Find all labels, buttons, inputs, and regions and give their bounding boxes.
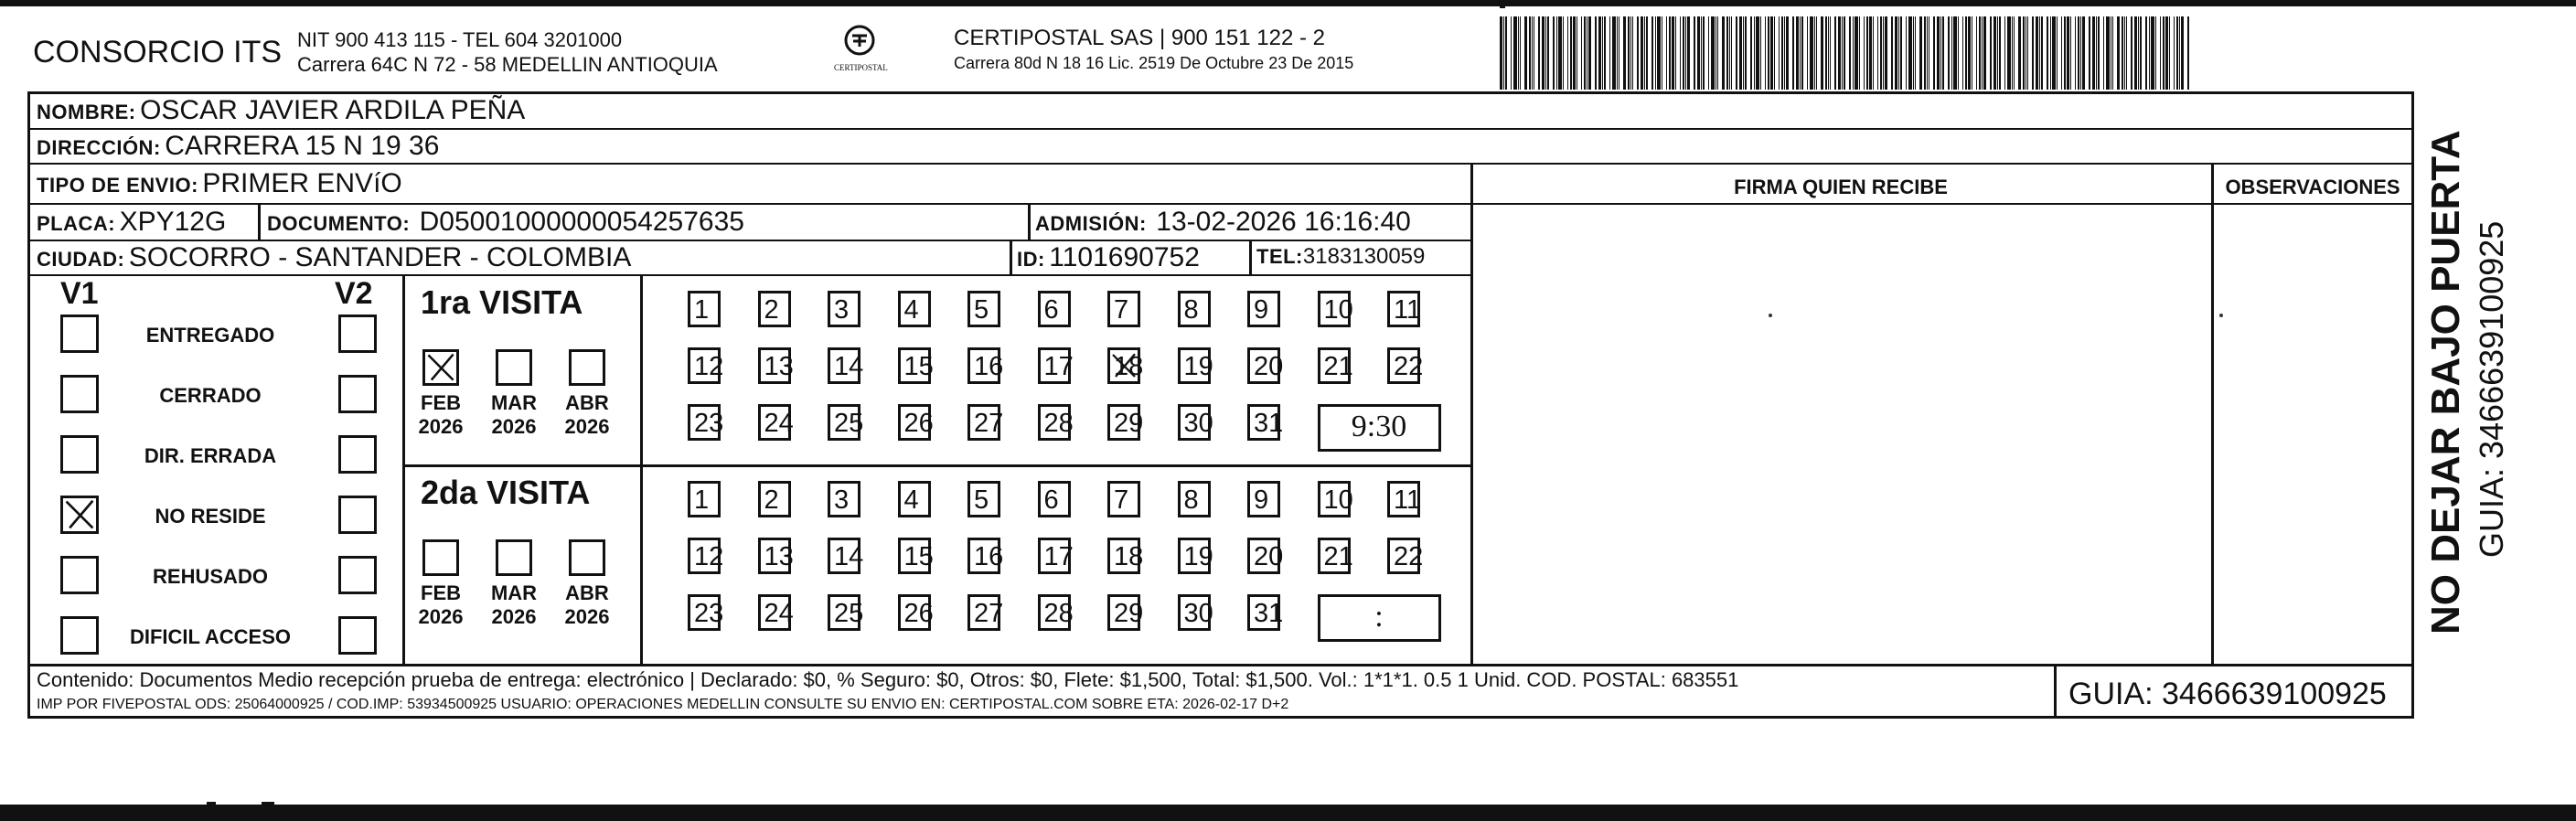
placa-field [37, 207, 226, 238]
row-line [27, 128, 2414, 130]
direccion-value: CARRERA 15 N 19 36 [165, 131, 440, 161]
visit1-day-box[interactable]: 25 [828, 404, 860, 441]
check-x-icon [1110, 350, 1138, 381]
visit2-day-box[interactable]: 22 [1387, 538, 1420, 574]
ciudad-field [37, 242, 631, 273]
status-label: REHUSADO [153, 565, 268, 588]
courier-info [954, 26, 1353, 73]
signature-area[interactable] [1470, 205, 2211, 664]
stray-mark [207, 802, 216, 805]
v2-checkbox[interactable] [338, 315, 377, 353]
visit1-day-box[interactable]: 17 [1038, 347, 1071, 384]
col-line [640, 274, 643, 664]
id-value: 1101690752 [1049, 242, 1200, 272]
v1-checkbox[interactable] [60, 556, 99, 594]
col-line [2054, 664, 2057, 719]
observaciones-header: OBSERVACIONES [2225, 176, 2400, 198]
nombre-row [37, 95, 525, 126]
visit1-title: 1ra VISITA [421, 283, 583, 321]
visit1-day-box[interactable]: 9 [1247, 291, 1280, 327]
visit1-day-box[interactable]: 20 [1247, 347, 1280, 384]
col-line [1028, 203, 1031, 240]
visit2-day-box[interactable]: 30 [1178, 594, 1211, 631]
dot-mark [2219, 314, 2223, 317]
visit1-day-box[interactable]: 21 [1318, 347, 1351, 384]
visit2-day-box[interactable]: 24 [758, 594, 791, 631]
ciudad-label: CIUDAD: [37, 248, 125, 271]
visit2-day-box[interactable]: 12 [688, 538, 721, 574]
visit2-day-box[interactable]: 10 [1318, 481, 1351, 517]
visit2-day-box[interactable]: 20 [1247, 538, 1280, 574]
visit2-day-box[interactable]: 17 [1038, 538, 1071, 574]
placa-label: PLACA: [37, 212, 116, 235]
status-label: ENTREGADO [145, 324, 275, 347]
col-line [402, 274, 405, 664]
v1-checkbox[interactable] [60, 496, 99, 534]
v2-checkbox[interactable] [338, 496, 377, 534]
footer-imp: IMP POR FIVEPOSTAL ODS: 25064000925 / COD.IMP: 53934500925 USUARIO: OPERACIONES MEDELLIN CONSULTE SU ENVIO EN: CERTIPOSTAL.COM SOBRE ETA: 2026-02-17 D+2 [37, 697, 1289, 712]
visit1-month-label: MAR 2026 [490, 391, 538, 438]
visit2-month-label: FEB 2026 [418, 581, 464, 628]
firma-header: FIRMA QUIEN RECIBE [1734, 176, 1948, 198]
visit1-month-label: ABR 2026 [564, 391, 610, 438]
visit1-day-box[interactable]: 10 [1318, 291, 1351, 327]
col-line [1010, 240, 1012, 274]
visit2-day-box[interactable]: 25 [828, 594, 860, 631]
tel-value: 3183130059 [1302, 244, 1426, 269]
id-field [1017, 242, 1200, 273]
visit1-month-label: FEB 2026 [418, 391, 464, 438]
visit1-day-box[interactable]: 24 [758, 404, 791, 441]
col-line [1249, 240, 1252, 274]
visit2-day-box[interactable]: 31 [1247, 594, 1280, 631]
direccion-label: DIRECCIÓN: [37, 136, 161, 159]
visit2-day-box[interactable]: 6 [1038, 481, 1071, 517]
courier-address: Carrera 80d N 18 16 Lic. 2519 De Octubre 23 De 2015 [954, 54, 1354, 72]
row-line [27, 163, 2414, 165]
status-label: DIR. ERRADA [144, 444, 277, 467]
visit2-day-box[interactable]: 5 [967, 481, 1000, 517]
visit2-day-box[interactable]: 18 [1107, 538, 1140, 574]
visit2-day-box[interactable]: 23 [688, 594, 721, 631]
visit1-day-box[interactable]: 27 [967, 404, 1000, 441]
visit1-day-box[interactable]: 28 [1038, 404, 1071, 441]
border-top [27, 91, 2414, 94]
visit1-day-box[interactable]: 14 [828, 347, 860, 384]
row-line [27, 240, 1472, 241]
visit1-day-box[interactable]: 6 [1038, 291, 1071, 327]
visit2-month-checkbox[interactable] [422, 539, 459, 576]
side-warning: NO DEJAR BAJO PUERTA [2423, 130, 2468, 634]
visit2-day-box[interactable]: 14 [828, 538, 860, 574]
visit1-day-box[interactable]: 5 [967, 291, 1000, 327]
visit1-day-box[interactable]: 31 [1247, 404, 1280, 441]
status-label: DIFICIL ACCESO [129, 625, 291, 648]
visit1-day-box[interactable]: 13 [758, 347, 791, 384]
visit2-day-box[interactable]: 26 [898, 594, 931, 631]
visit2-day-box[interactable]: 2 [758, 481, 791, 517]
tipo-envio-row [37, 168, 402, 199]
company-name: CONSORCIO ITS [33, 35, 283, 69]
visit1-day-box[interactable]: 26 [898, 404, 931, 441]
placa-value: XPY12G [119, 207, 227, 237]
border-right [2411, 91, 2414, 719]
documento-value: D05001000000054257635 [419, 207, 744, 237]
visit2-day-box[interactable]: 29 [1107, 594, 1140, 631]
visit2-day-box[interactable]: 3 [828, 481, 860, 517]
top-edge [0, 0, 2576, 6]
visit1-day-box[interactable]: 19 [1178, 347, 1211, 384]
visit2-day-box[interactable]: 8 [1178, 481, 1211, 517]
v2-label: V2 [335, 276, 373, 311]
company-nit-tel: NIT 900 413 115 - TEL 604 3201000 [297, 28, 623, 51]
side-guia: GUIA: 3466639100925 [2473, 220, 2510, 558]
visit1-day-box[interactable]: 18 [1107, 347, 1140, 384]
visit1-day-box[interactable]: 3 [828, 291, 860, 327]
dot-mark [1769, 314, 1772, 317]
visit2-title: 2da VISITA [421, 474, 591, 511]
visit1-day-box[interactable]: 15 [898, 347, 931, 384]
certipostal-logo [834, 24, 888, 75]
visit2-day-box[interactable]: 21 [1318, 538, 1351, 574]
documento-field [267, 207, 744, 238]
visit1-day-box[interactable]: 1 [688, 291, 721, 327]
tipo-envio-label: TIPO DE ENVIO: [37, 174, 198, 197]
visit2-day-box[interactable]: 4 [898, 481, 931, 517]
footer-guia: GUIA: 3466639100925 [2068, 677, 2387, 711]
observations-area[interactable] [2214, 205, 2411, 664]
col-line [258, 203, 261, 240]
visit1-month-checkbox[interactable] [569, 349, 605, 386]
company-info [297, 27, 718, 77]
border-left [27, 91, 30, 719]
visit1-month-checkbox[interactable] [496, 349, 532, 386]
footer-contenido: Contenido: Documentos Medio recepción prueba de entrega: electrónico | Declarado: $0, % Seguro: $0, Otros: $0, Flete: $1,500, Total: $1,500. Vol.: 1*1*1. 0.5 1 Unid. COD. POSTAL: 683551 [37, 668, 1739, 691]
visit1-day-box[interactable]: 4 [898, 291, 931, 327]
visit1-day-box[interactable]: 7 [1107, 291, 1140, 327]
bottom-edge [0, 805, 2576, 821]
visit1-day-box[interactable]: 30 [1178, 404, 1211, 441]
tel-field [1256, 244, 1425, 270]
visit2-time-box[interactable]: : [1318, 594, 1441, 642]
visit2-day-box[interactable]: 28 [1038, 594, 1071, 631]
visit2-day-box[interactable]: 7 [1107, 481, 1140, 517]
visit2-day-box[interactable]: 16 [967, 538, 1000, 574]
visit1-month-checkbox[interactable] [422, 349, 459, 386]
visit1-day-box[interactable]: 11 [1387, 291, 1420, 327]
nombre-label: NOMBRE: [37, 101, 136, 123]
visit2-month-label: MAR 2026 [490, 581, 538, 628]
v1-label: V1 [60, 276, 99, 311]
row-line [27, 274, 1472, 276]
visit2-day-box[interactable]: 27 [967, 594, 1000, 631]
visit2-day-box[interactable]: 1 [688, 481, 721, 517]
admision-field [1035, 207, 1411, 238]
logo-caption: CERTIPOSTAL [834, 63, 888, 72]
v1-checkbox[interactable] [60, 375, 99, 413]
visit2-month-checkbox[interactable] [569, 539, 605, 576]
visit2-day-box[interactable]: 19 [1178, 538, 1211, 574]
visit2-month-label: ABR 2026 [564, 581, 610, 628]
visit2-day-box[interactable]: 11 [1387, 481, 1420, 517]
visit1-day-box[interactable]: 8 [1178, 291, 1211, 327]
courier-name: CERTIPOSTAL SAS | 900 151 122 - 2 [954, 26, 1325, 50]
check-x-icon [425, 352, 456, 383]
status-label: CERRADO [159, 384, 262, 407]
v2-checkbox[interactable] [338, 616, 377, 655]
visit2-day-box[interactable]: 15 [898, 538, 931, 574]
v2-checkbox[interactable] [338, 375, 377, 413]
visit2-day-box[interactable]: 9 [1247, 481, 1280, 517]
tipo-envio-value: PRIMER ENVíO [202, 168, 402, 198]
v2-checkbox[interactable] [338, 435, 377, 474]
documento-label: DOCUMENTO: [267, 212, 411, 235]
nombre-value: OSCAR JAVIER ARDILA PEÑA [140, 95, 526, 125]
visit1-day-box[interactable]: 23 [688, 404, 721, 441]
admision-value: 13-02-2026 16:16:40 [1156, 207, 1411, 237]
check-x-icon [63, 498, 96, 531]
visit1-day-box[interactable]: 16 [967, 347, 1000, 384]
v1-checkbox[interactable] [60, 435, 99, 474]
v1-checkbox[interactable] [60, 315, 99, 353]
visit1-time-box[interactable]: 9:30 [1318, 404, 1441, 452]
admision-label: ADMISIÓN: [1035, 212, 1147, 235]
visit1-day-box[interactable]: 29 [1107, 404, 1140, 441]
visit2-month-checkbox[interactable] [496, 539, 532, 576]
v1-checkbox[interactable] [60, 616, 99, 655]
stray-mark [1500, 4, 1505, 8]
visit1-day-box[interactable]: 2 [758, 291, 791, 327]
stray-mark [262, 802, 274, 805]
status-label: NO RESIDE [155, 505, 266, 528]
direccion-row [37, 131, 439, 162]
visit1-day-box[interactable]: 22 [1387, 347, 1420, 384]
id-label: ID: [1017, 248, 1045, 271]
tel-label: TEL: [1256, 245, 1303, 268]
visit2-day-box[interactable]: 13 [758, 538, 791, 574]
barcode-icon [1500, 16, 2190, 90]
company-address: Carrera 64C N 72 - 58 MEDELLIN ANTIOQUIA [297, 53, 718, 76]
row-line [402, 464, 1472, 467]
ciudad-value: SOCORRO - SANTANDER - COLOMBIA [128, 242, 632, 272]
row-line [27, 203, 1472, 205]
v2-checkbox[interactable] [338, 556, 377, 594]
visit1-day-box[interactable]: 12 [688, 347, 721, 384]
